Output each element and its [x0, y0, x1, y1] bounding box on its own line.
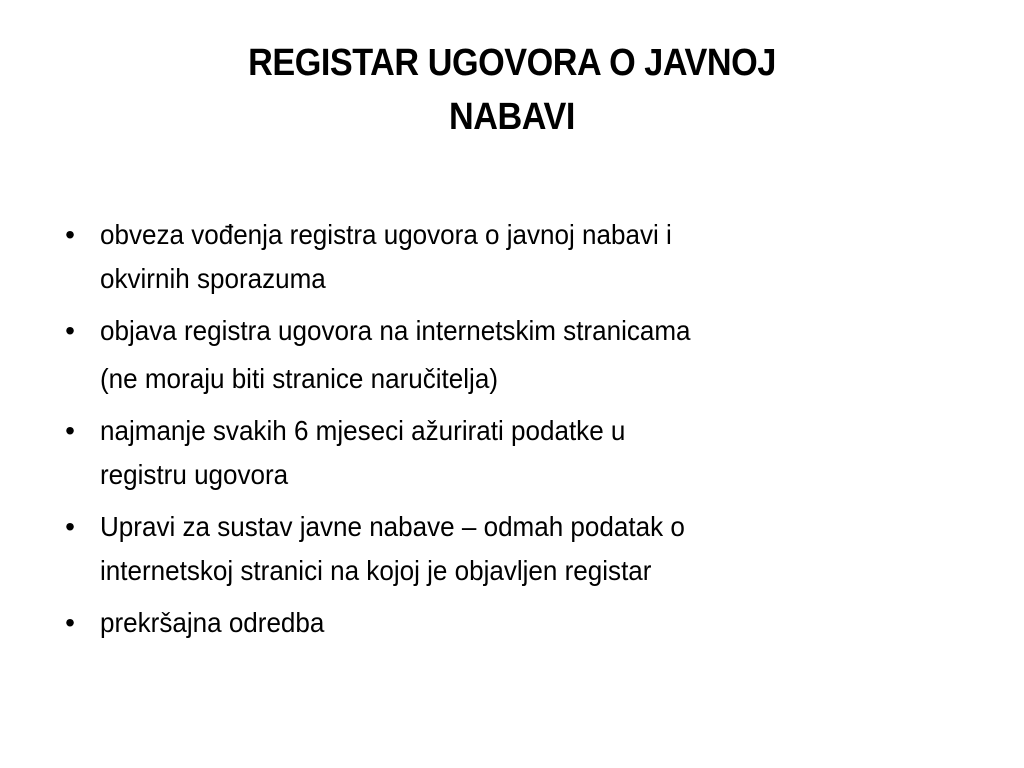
bullet-line: (ne moraju biti stranice naručitelja): [100, 363, 499, 394]
bullet-line: najmanje svakih 6 mjeseci ažurirati podatke u: [100, 415, 626, 446]
bullet-line: prekršajna odredba: [100, 607, 325, 638]
bullet-line: obveza vođenja registra ugovora o javnoj nabavi i: [100, 219, 672, 250]
bullet-line: internetskoj stranici na kojoj je objavljen registar: [100, 555, 652, 586]
bullet-item-update-frequency: [56, 409, 956, 497]
bullet-icon: •: [65, 315, 75, 346]
bullet-list: [56, 213, 956, 653]
bullet-line: okvirnih sporazuma: [100, 263, 326, 294]
bullet-icon: •: [65, 415, 75, 446]
bullet-item-record-keeping: [56, 213, 956, 301]
bullet-item-publication: [56, 309, 956, 353]
title-line-1: REGISTAR UGOVORA O JAVNOJ: [248, 42, 776, 84]
bullet-line: Upravi za sustav javne nabave – odmah podatak o: [100, 511, 685, 542]
bullet-line: objava registra ugovora na internetskim stranicama: [100, 315, 691, 346]
bullet-item-misdemeanor-provision: [56, 601, 956, 645]
slide-title: [159, 36, 865, 144]
title-line-2: NABAVI: [449, 96, 575, 138]
bullet-icon: •: [65, 219, 75, 250]
bullet-icon: •: [65, 511, 75, 542]
bullet-line: registru ugovora: [100, 459, 289, 490]
bullet-item-notify-administration: [56, 505, 956, 593]
bullet-item-publication-note: [56, 357, 956, 401]
bullet-icon: •: [65, 607, 75, 638]
